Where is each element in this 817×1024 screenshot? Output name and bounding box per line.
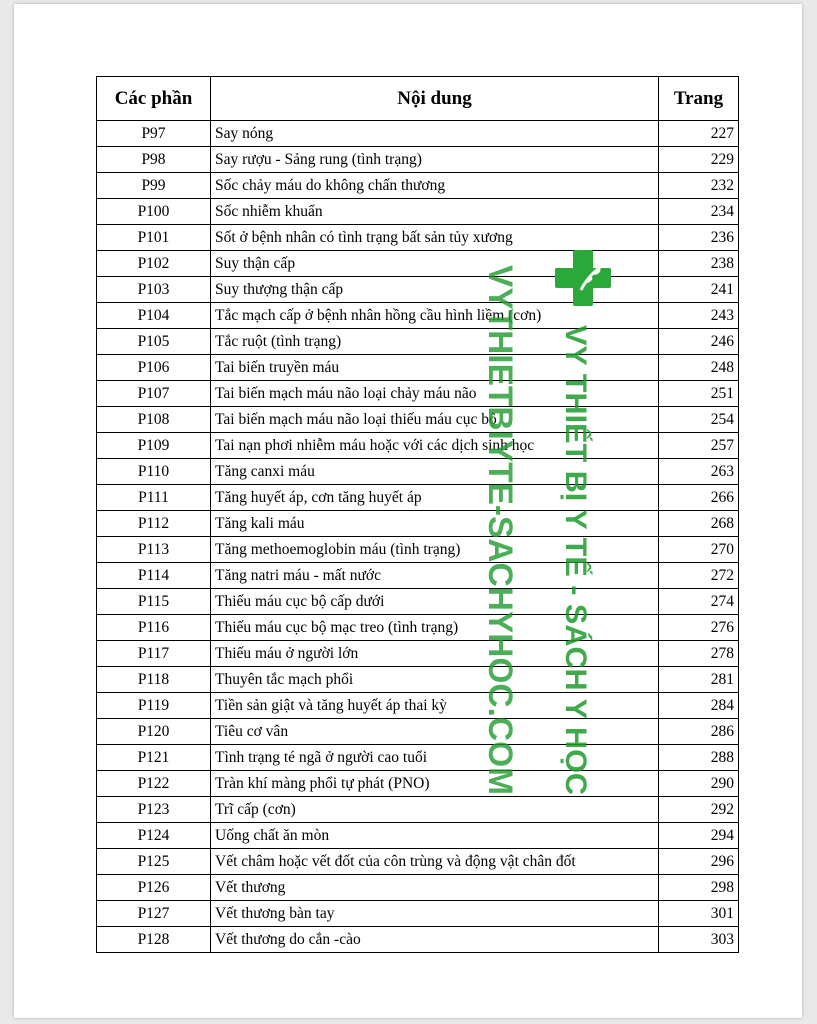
row-code: P113 bbox=[97, 537, 211, 563]
row-page: 301 bbox=[659, 901, 739, 927]
row-code: P103 bbox=[97, 277, 211, 303]
row-code: P120 bbox=[97, 719, 211, 745]
row-code: P97 bbox=[97, 121, 211, 147]
row-page: 241 bbox=[659, 277, 739, 303]
toc-body bbox=[97, 121, 739, 953]
row-code: P108 bbox=[97, 407, 211, 433]
row-content: Vết châm hoặc vết đốt của côn trùng và động vật chân đốt bbox=[211, 849, 659, 875]
row-code: P125 bbox=[97, 849, 211, 875]
table-row bbox=[97, 407, 739, 433]
table-row bbox=[97, 693, 739, 719]
row-page: 274 bbox=[659, 589, 739, 615]
row-code: P109 bbox=[97, 433, 211, 459]
row-content: Tăng huyết áp, cơn tăng huyết áp bbox=[211, 485, 659, 511]
row-page: 236 bbox=[659, 225, 739, 251]
row-page: 227 bbox=[659, 121, 739, 147]
row-page: 272 bbox=[659, 563, 739, 589]
row-page: 276 bbox=[659, 615, 739, 641]
row-content: Vết thương bbox=[211, 875, 659, 901]
table-header-row bbox=[97, 77, 739, 121]
row-code: P104 bbox=[97, 303, 211, 329]
header-page: Trang bbox=[659, 77, 739, 121]
row-content: Tăng kali máu bbox=[211, 511, 659, 537]
table-row bbox=[97, 667, 739, 693]
row-code: P106 bbox=[97, 355, 211, 381]
row-content: Thiếu máu ở người lớn bbox=[211, 641, 659, 667]
row-code: P127 bbox=[97, 901, 211, 927]
row-code: P121 bbox=[97, 745, 211, 771]
table-row bbox=[97, 927, 739, 953]
row-content: Tai biến mạch máu não loại chảy máu não bbox=[211, 381, 659, 407]
table-row bbox=[97, 511, 739, 537]
row-page: 292 bbox=[659, 797, 739, 823]
row-page: 266 bbox=[659, 485, 739, 511]
table-row bbox=[97, 329, 739, 355]
row-code: P115 bbox=[97, 589, 211, 615]
row-page: 278 bbox=[659, 641, 739, 667]
row-content: Tắc mạch cấp ở bệnh nhân hồng cầu hình liềm (cơn) bbox=[211, 303, 659, 329]
row-page: 303 bbox=[659, 927, 739, 953]
row-code: P124 bbox=[97, 823, 211, 849]
row-page: 248 bbox=[659, 355, 739, 381]
table-row bbox=[97, 433, 739, 459]
row-page: 284 bbox=[659, 693, 739, 719]
row-code: P117 bbox=[97, 641, 211, 667]
table-row bbox=[97, 251, 739, 277]
row-content: Tiền sản giật và tăng huyết áp thai kỳ bbox=[211, 693, 659, 719]
row-code: P126 bbox=[97, 875, 211, 901]
table-row bbox=[97, 277, 739, 303]
row-page: 286 bbox=[659, 719, 739, 745]
row-page: 270 bbox=[659, 537, 739, 563]
row-code: P110 bbox=[97, 459, 211, 485]
table-row bbox=[97, 173, 739, 199]
table-row bbox=[97, 303, 739, 329]
table-row bbox=[97, 147, 739, 173]
table-row bbox=[97, 771, 739, 797]
row-code: P119 bbox=[97, 693, 211, 719]
table-row bbox=[97, 849, 739, 875]
header-section: Các phần bbox=[97, 77, 211, 121]
row-code: P99 bbox=[97, 173, 211, 199]
row-content: Say rượu - Sảng rung (tình trạng) bbox=[211, 147, 659, 173]
table-row bbox=[97, 121, 739, 147]
row-code: P98 bbox=[97, 147, 211, 173]
toc-table bbox=[96, 76, 739, 953]
row-code: P123 bbox=[97, 797, 211, 823]
table-row bbox=[97, 485, 739, 511]
row-page: 268 bbox=[659, 511, 739, 537]
row-page: 229 bbox=[659, 147, 739, 173]
watermark-text-name: VY THIẾT BỊ Y TẾ - SÁCH Y HỌC bbox=[559, 325, 592, 786]
row-code: P118 bbox=[97, 667, 211, 693]
row-content: Trĩ cấp (cơn) bbox=[211, 797, 659, 823]
row-content: Sốt ở bệnh nhân có tình trạng bất sản tủy xương bbox=[211, 225, 659, 251]
row-content: Tăng methoemoglobin máu (tình trạng) bbox=[211, 537, 659, 563]
row-page: 254 bbox=[659, 407, 739, 433]
row-code: P122 bbox=[97, 771, 211, 797]
row-page: 246 bbox=[659, 329, 739, 355]
row-page: 243 bbox=[659, 303, 739, 329]
row-code: P111 bbox=[97, 485, 211, 511]
header-content: Nội dung bbox=[211, 77, 659, 121]
row-content: Thiếu máu cục bộ cấp dưới bbox=[211, 589, 659, 615]
row-code: P102 bbox=[97, 251, 211, 277]
row-code: P107 bbox=[97, 381, 211, 407]
row-page: 294 bbox=[659, 823, 739, 849]
row-page: 288 bbox=[659, 745, 739, 771]
row-content: Tiêu cơ vân bbox=[211, 719, 659, 745]
row-page: 290 bbox=[659, 771, 739, 797]
row-content: Suy thượng thận cấp bbox=[211, 277, 659, 303]
row-content: Sốc chảy máu do không chấn thương bbox=[211, 173, 659, 199]
row-content: Tăng natri máu - mất nước bbox=[211, 563, 659, 589]
row-code: P100 bbox=[97, 199, 211, 225]
row-content: Uống chất ăn mòn bbox=[211, 823, 659, 849]
row-page: 298 bbox=[659, 875, 739, 901]
row-code: P112 bbox=[97, 511, 211, 537]
row-content: Vết thương bàn tay bbox=[211, 901, 659, 927]
row-page: 281 bbox=[659, 667, 739, 693]
row-content: Suy thận cấp bbox=[211, 251, 659, 277]
row-code: P101 bbox=[97, 225, 211, 251]
row-page: 238 bbox=[659, 251, 739, 277]
table-row bbox=[97, 615, 739, 641]
document-page bbox=[14, 4, 802, 1018]
row-page: 257 bbox=[659, 433, 739, 459]
row-content: Tai biến mạch máu não loại thiếu máu cục bộ bbox=[211, 407, 659, 433]
row-page: 251 bbox=[659, 381, 739, 407]
row-page: 232 bbox=[659, 173, 739, 199]
table-row bbox=[97, 199, 739, 225]
row-content: Tràn khí màng phổi tự phát (PNO) bbox=[211, 771, 659, 797]
row-content: Sốc nhiễm khuẩn bbox=[211, 199, 659, 225]
table-row bbox=[97, 719, 739, 745]
row-code: P116 bbox=[97, 615, 211, 641]
table-row bbox=[97, 901, 739, 927]
table-row bbox=[97, 745, 739, 771]
row-content: Say nóng bbox=[211, 121, 659, 147]
table-row bbox=[97, 797, 739, 823]
row-code: P114 bbox=[97, 563, 211, 589]
row-page: 296 bbox=[659, 849, 739, 875]
watermark-text-domain: VYTHIETBIYTE-SACHYHOC.COM bbox=[481, 265, 519, 804]
row-code: P105 bbox=[97, 329, 211, 355]
table-row bbox=[97, 459, 739, 485]
table-row bbox=[97, 823, 739, 849]
table-row bbox=[97, 225, 739, 251]
table-row bbox=[97, 355, 739, 381]
row-content: Vết thương do cắn -cào bbox=[211, 927, 659, 953]
row-content: Tai biến truyền máu bbox=[211, 355, 659, 381]
row-content: Tình trạng té ngã ở người cao tuổi bbox=[211, 745, 659, 771]
table-row bbox=[97, 589, 739, 615]
row-content: Tăng canxi máu bbox=[211, 459, 659, 485]
table-row bbox=[97, 563, 739, 589]
row-content: Thuyên tắc mạch phổi bbox=[211, 667, 659, 693]
table-row bbox=[97, 641, 739, 667]
table-row bbox=[97, 381, 739, 407]
table-row bbox=[97, 537, 739, 563]
row-code: P128 bbox=[97, 927, 211, 953]
row-content: Tai nạn phơi nhiễm máu hoặc với các dịch sinh học bbox=[211, 433, 659, 459]
row-content: Thiếu máu cục bộ mạc treo (tình trạng) bbox=[211, 615, 659, 641]
table-row bbox=[97, 875, 739, 901]
row-page: 234 bbox=[659, 199, 739, 225]
row-page: 263 bbox=[659, 459, 739, 485]
row-content: Tắc ruột (tình trạng) bbox=[211, 329, 659, 355]
